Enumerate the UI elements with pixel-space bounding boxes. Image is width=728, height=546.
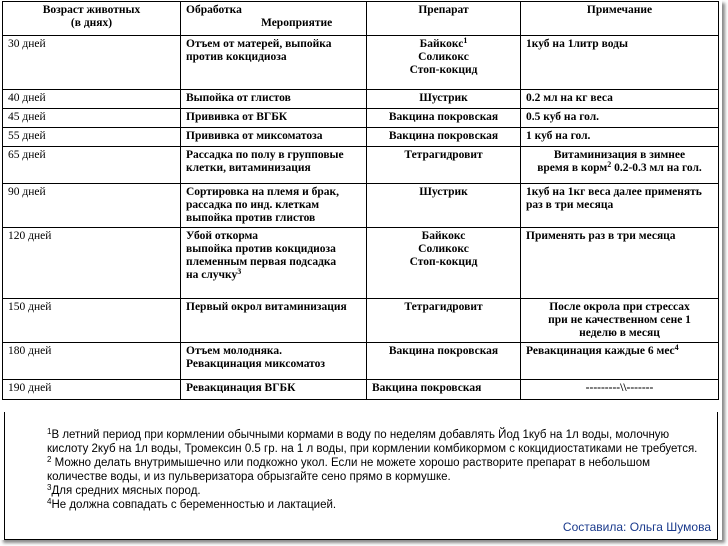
cell-drug bbox=[367, 380, 521, 400]
footnote-2 bbox=[47, 456, 711, 484]
cell-drug bbox=[367, 147, 521, 184]
cell-age: 55 дней bbox=[3, 128, 181, 147]
cell-age: 190 дней bbox=[3, 380, 181, 400]
table-row bbox=[3, 343, 719, 380]
procedure-line: Прививка от ВГБК bbox=[186, 111, 288, 123]
cell-note bbox=[521, 228, 719, 299]
cell-age: 30 дней bbox=[3, 36, 181, 90]
footnote-1-text: В летний период при кормлении обычными кормами в воду по неделям добавлять Йод 1куб на 1л воды, молочную кислоту 2куб на 1л воды, Тромексин 0.5 гр. на 1 л воды, при кормлении комбикормом с кокцидиостатиками не требуется. bbox=[47, 429, 698, 455]
drug-line: Вакцина покровская bbox=[372, 382, 482, 394]
footnotes-box bbox=[4, 412, 718, 540]
procedure-line: Ревакцинация ВГБК bbox=[186, 382, 296, 394]
cell-note bbox=[521, 36, 719, 90]
footnote-4-text: Не должна совпадать с беременностью и лактацией. bbox=[51, 499, 337, 511]
cell-note bbox=[521, 128, 719, 147]
cell-age: 65 дней bbox=[3, 147, 181, 184]
cell-procedure bbox=[181, 128, 367, 147]
footnote-2-text: Можно делать внутримышечно или подкожно укол. Если не можете хорошо растворите препарат в небольшом количестве воды, и из пульверизатора обрызгайте сено прямо в кормушке. bbox=[47, 457, 651, 483]
header-age bbox=[3, 2, 181, 36]
header-drug: Препарат bbox=[367, 2, 521, 36]
footnote-ref: 3 bbox=[237, 267, 242, 276]
drug-line: Тетрагидровит bbox=[404, 149, 483, 161]
procedure-line: рассадка по инд. клеткам bbox=[186, 199, 320, 211]
drug-line: Тетрагидровит bbox=[404, 301, 483, 313]
footnote-4 bbox=[47, 498, 711, 512]
note-fragment: время в корм bbox=[537, 162, 608, 174]
footnote-3 bbox=[47, 484, 711, 498]
cell-age: 120 дней bbox=[3, 228, 181, 299]
cell-drug bbox=[367, 299, 521, 343]
table-row bbox=[3, 184, 719, 228]
cell-note bbox=[521, 90, 719, 109]
header-procedure bbox=[181, 2, 367, 36]
table-row bbox=[3, 36, 719, 90]
procedure-line: племенным первая подсадка bbox=[186, 256, 337, 268]
procedure-line: Прививка от миксоматоза bbox=[186, 130, 323, 142]
cell-note bbox=[521, 380, 719, 400]
cell-drug bbox=[367, 184, 521, 228]
cell-procedure bbox=[181, 380, 367, 400]
footnote-3-mark: 3 bbox=[47, 483, 52, 492]
note-line: 1 куб на гол. bbox=[526, 130, 591, 142]
drug-line: Стоп-кокцид bbox=[409, 64, 478, 76]
note-line: при не качественном сене 1 bbox=[548, 314, 691, 326]
drug-line: Байкокс bbox=[421, 230, 466, 242]
drug-line: Шустрик bbox=[419, 92, 468, 104]
procedure-line: Отъем от матерей, выпойка bbox=[186, 38, 332, 50]
footnote-3-text: Для средних мясных пород. bbox=[51, 485, 201, 497]
cell-drug bbox=[367, 90, 521, 109]
cell-procedure bbox=[181, 90, 367, 109]
cell-note bbox=[521, 147, 719, 184]
header-note: Примечание bbox=[521, 2, 719, 36]
cell-age: 150 дней bbox=[3, 299, 181, 343]
footnote-1 bbox=[47, 428, 711, 456]
note-line: Ревакцинация каждые 6 мес bbox=[526, 345, 675, 357]
note-line: 0.2 мл на кг веса bbox=[526, 92, 613, 104]
footnote-1-mark: 1 bbox=[47, 427, 52, 436]
procedure-line: Выпойка от глистов bbox=[186, 92, 291, 104]
procedure-line: Убой откорма bbox=[186, 230, 259, 242]
note-line: 1куб на 1кг веса далее применять bbox=[526, 186, 702, 198]
note-line: 1куб на 1литр воды bbox=[526, 38, 628, 50]
note-line bbox=[526, 162, 713, 175]
cell-procedure bbox=[181, 228, 367, 299]
cell-drug bbox=[367, 343, 521, 380]
procedure-line: выпойка против кокцидиоза bbox=[186, 243, 336, 255]
drug-line: Вакцина покровская bbox=[388, 130, 499, 142]
procedure-line: на случку bbox=[186, 269, 238, 281]
cell-note bbox=[521, 184, 719, 228]
footnote-ref: 4 bbox=[674, 343, 679, 352]
header-age-line2: (в днях) bbox=[70, 17, 113, 29]
procedure-line: Рассадка по полу в групповые bbox=[186, 149, 344, 161]
procedure-line: Ревакцинация миксоматоз bbox=[186, 358, 326, 370]
cell-drug bbox=[367, 228, 521, 299]
drug-line: Шустрик bbox=[419, 186, 468, 198]
table-row bbox=[3, 128, 719, 147]
procedure-line: против кокцидиоза bbox=[186, 51, 287, 63]
drug-line: Вакцина покровская bbox=[388, 345, 499, 357]
cell-drug bbox=[367, 109, 521, 128]
drug-line: Соликокс bbox=[418, 243, 469, 255]
drug-line: Стоп-кокцид bbox=[409, 256, 478, 268]
drug-line: Соликокс bbox=[418, 51, 469, 63]
table-row bbox=[3, 90, 719, 109]
note-fragment: 0.2-0.3 мл на гол. bbox=[611, 162, 702, 174]
procedure-line: Отъем молодняка. bbox=[186, 345, 283, 357]
note-line: раз в три месяца bbox=[526, 199, 614, 211]
cell-drug bbox=[367, 36, 521, 90]
table-row bbox=[3, 228, 719, 299]
procedure-line: клетки, витаминизация bbox=[186, 162, 311, 174]
drug-line: Вакцина покровская bbox=[388, 111, 499, 123]
note-line: ---------\\------- bbox=[585, 382, 654, 394]
drug-line: Байкокс bbox=[419, 38, 464, 50]
schedule-table bbox=[2, 1, 719, 400]
cell-age: 90 дней bbox=[3, 184, 181, 228]
header-procedure-line2: Мероприятие bbox=[261, 17, 333, 29]
cell-procedure bbox=[181, 299, 367, 343]
cell-note bbox=[521, 109, 719, 128]
procedure-line: Первый окрол витаминизация bbox=[186, 301, 347, 313]
note-line: Применять раз в три месяца bbox=[526, 230, 676, 242]
cell-procedure bbox=[181, 343, 367, 380]
cell-age: 180 дней bbox=[3, 343, 181, 380]
cell-note bbox=[521, 299, 719, 343]
table-row bbox=[3, 147, 719, 184]
footnote-4-mark: 4 bbox=[47, 497, 52, 506]
procedure-line: выпойка против глистов bbox=[186, 212, 316, 224]
header-procedure-line1: Обработка bbox=[186, 4, 242, 16]
footnote-ref: 1 bbox=[463, 36, 468, 45]
cell-procedure bbox=[181, 36, 367, 90]
cell-procedure bbox=[181, 184, 367, 228]
procedure-line: Сортировка на племя и брак, bbox=[186, 186, 339, 198]
header-age-line1: Возраст животных bbox=[42, 4, 141, 16]
cell-procedure bbox=[181, 147, 367, 184]
footnote-ref: 2 bbox=[607, 160, 612, 169]
table-row bbox=[3, 380, 719, 400]
note-line: неделю в месяц bbox=[579, 327, 660, 339]
cell-procedure bbox=[181, 109, 367, 128]
footnote-2-mark: 2 bbox=[47, 455, 52, 464]
table-row bbox=[3, 109, 719, 128]
table-header-row bbox=[3, 2, 719, 36]
author-credit: Составила: Ольга Шумова bbox=[562, 520, 711, 534]
table-row bbox=[3, 299, 719, 343]
note-line: Витаминизация в зимнее bbox=[553, 149, 686, 161]
note-line: После окрола при стрессах bbox=[549, 301, 690, 313]
cell-age: 40 дней bbox=[3, 90, 181, 109]
cell-note bbox=[521, 343, 719, 380]
cell-age: 45 дней bbox=[3, 109, 181, 128]
cell-drug bbox=[367, 128, 521, 147]
note-line: 0.5 куб на гол. bbox=[526, 111, 600, 123]
